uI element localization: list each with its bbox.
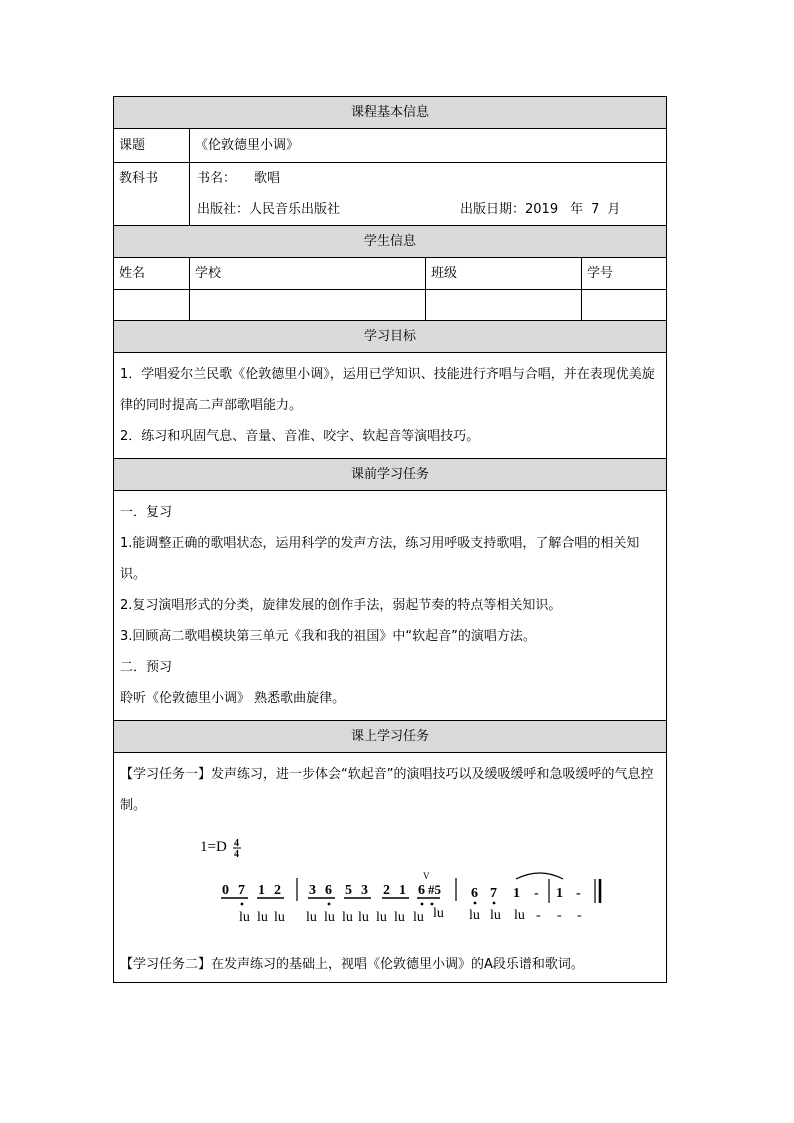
- note: 1: [399, 883, 406, 898]
- lyric: lu: [342, 910, 353, 925]
- task-one: 【学习任务一】发声练习，进一步体会“软起音”的演唱技巧以及缓吸缓呼和急吸缓呼的气息控制。: [120, 767, 654, 813]
- school-field[interactable]: [190, 290, 426, 320]
- lyric: lu: [306, 910, 317, 925]
- in-class-content: [114, 753, 666, 982]
- note: 5: [345, 883, 352, 898]
- in-class-row: [114, 753, 666, 982]
- pre-class-row: [114, 491, 666, 721]
- pre-class-content: [114, 491, 666, 720]
- name-field[interactable]: [114, 290, 190, 320]
- octave-dot: [493, 902, 496, 905]
- lyric: lu: [257, 910, 268, 925]
- lyric: lu: [376, 910, 387, 925]
- lyric: lu: [358, 910, 369, 925]
- review-title: 一．复习: [120, 505, 173, 520]
- note: 6: [471, 886, 478, 901]
- note: 1: [513, 886, 520, 901]
- score-key: 1=D: [200, 839, 227, 855]
- textbook-label: 教科书: [114, 163, 190, 225]
- textbook-row: [114, 163, 666, 226]
- time-sig-bottom: 4: [234, 849, 239, 860]
- note: 3: [361, 883, 368, 898]
- topic-value: 《伦敦德里小调》: [195, 138, 300, 153]
- lesson-plan-table: [113, 96, 667, 983]
- note: 0: [222, 883, 229, 898]
- vocal-exercise-score: [120, 821, 660, 949]
- col-student-id: 学号: [587, 266, 614, 281]
- section-course-info-heading: 课程基本信息: [114, 97, 666, 129]
- book-name-line: [197, 169, 280, 189]
- class-field[interactable]: [426, 290, 582, 320]
- review-item: 3.回顾高二歌唱模块第三单元《我和我的祖国》中“软起音”的演唱方法。: [120, 629, 536, 644]
- lyric: lu: [469, 908, 480, 923]
- lyric: lu: [433, 906, 444, 921]
- publisher-line: [197, 200, 340, 220]
- lyric: lu: [490, 908, 501, 923]
- textbook-details: [190, 163, 666, 225]
- note: -: [534, 886, 539, 901]
- octave-dot: [328, 903, 331, 906]
- section-student-info-heading: 学生信息: [114, 226, 666, 258]
- note: 6: [418, 883, 425, 898]
- pub-year: 2019: [525, 202, 559, 217]
- section-goals-heading: 学习目标: [114, 321, 666, 353]
- col-school: 学校: [190, 258, 426, 289]
- student-input-row: [114, 290, 666, 321]
- note: 2: [383, 883, 390, 898]
- pub-date-line: [460, 200, 620, 220]
- lyric: lu: [514, 908, 525, 923]
- book-name-label: 书名：: [197, 171, 237, 186]
- section-in-class-heading: 课上学习任务: [114, 721, 666, 753]
- goal-item: 2．练习和巩固气息、音量、音准、咬字、软起音等演唱技巧。: [120, 429, 480, 444]
- section-pre-class-heading: 课前学习任务: [114, 459, 666, 491]
- lyric: -: [557, 908, 562, 923]
- octave-dot: [421, 903, 424, 906]
- note: 1: [556, 886, 563, 901]
- year-unit: 年: [570, 202, 584, 217]
- review-item: 1.能调整正确的歌唱状态，运用科学的发声方法，练习用呼吸支持歌唱，了解合唱的相关知识。: [120, 536, 640, 582]
- note: 3: [309, 883, 316, 898]
- student-header-row: [114, 258, 666, 290]
- note: 7: [490, 886, 497, 901]
- lyric: lu: [274, 910, 285, 925]
- note: -: [576, 886, 581, 901]
- note: 7: [238, 883, 245, 898]
- pub-month: 7: [591, 202, 600, 217]
- topic-row: [114, 129, 666, 163]
- note: 6: [325, 883, 332, 898]
- preview-title: 二．预习: [120, 660, 173, 675]
- lyric: lu: [239, 910, 250, 925]
- octave-dot: [241, 903, 244, 906]
- breath-mark: V: [423, 871, 430, 881]
- month-unit: 月: [607, 202, 621, 217]
- goal-item: 1．学唱爱尔兰民歌《伦敦德里小调》，运用已学知识、技能进行齐唱与合唱，并在表现优美旋律的同时提高二声部歌唱能力。: [120, 367, 655, 413]
- tie: [516, 873, 563, 879]
- publisher-label: 出版社：: [197, 202, 250, 217]
- topic-label: 课题: [114, 129, 190, 162]
- student-id-field[interactable]: [582, 290, 666, 320]
- lyric: -: [577, 908, 582, 923]
- publisher-value: 人民音乐出版社: [249, 202, 341, 217]
- lyric: lu: [413, 910, 424, 925]
- octave-dot: [474, 902, 477, 905]
- note: #5: [428, 882, 441, 897]
- score-svg: [120, 821, 660, 949]
- time-sig-top: 4: [234, 838, 239, 849]
- pub-date-label: 出版日期：: [460, 202, 526, 217]
- note: 1: [258, 883, 265, 898]
- octave-dot: [431, 903, 434, 906]
- task-two: 【学习任务二】在发声练习的基础上，视唱《伦敦德里小调》的A段乐谱和歌词。: [120, 957, 584, 972]
- goals-content: [114, 353, 666, 458]
- col-name: 姓名: [114, 258, 190, 289]
- goals-row: [114, 353, 666, 459]
- lyric: -: [536, 908, 541, 923]
- col-class: 班级: [426, 258, 582, 289]
- lyric: lu: [394, 910, 405, 925]
- book-name-value: 歌唱: [254, 171, 281, 186]
- note: 2: [274, 883, 281, 898]
- lyric: lu: [324, 910, 335, 925]
- review-item: 2.复习演唱形式的分类，旋律发展的创作手法，弱起节奏的特点等相关知识。: [120, 598, 562, 613]
- preview-item: 聆听《伦敦德里小调》 熟悉歌曲旋律。: [120, 691, 346, 706]
